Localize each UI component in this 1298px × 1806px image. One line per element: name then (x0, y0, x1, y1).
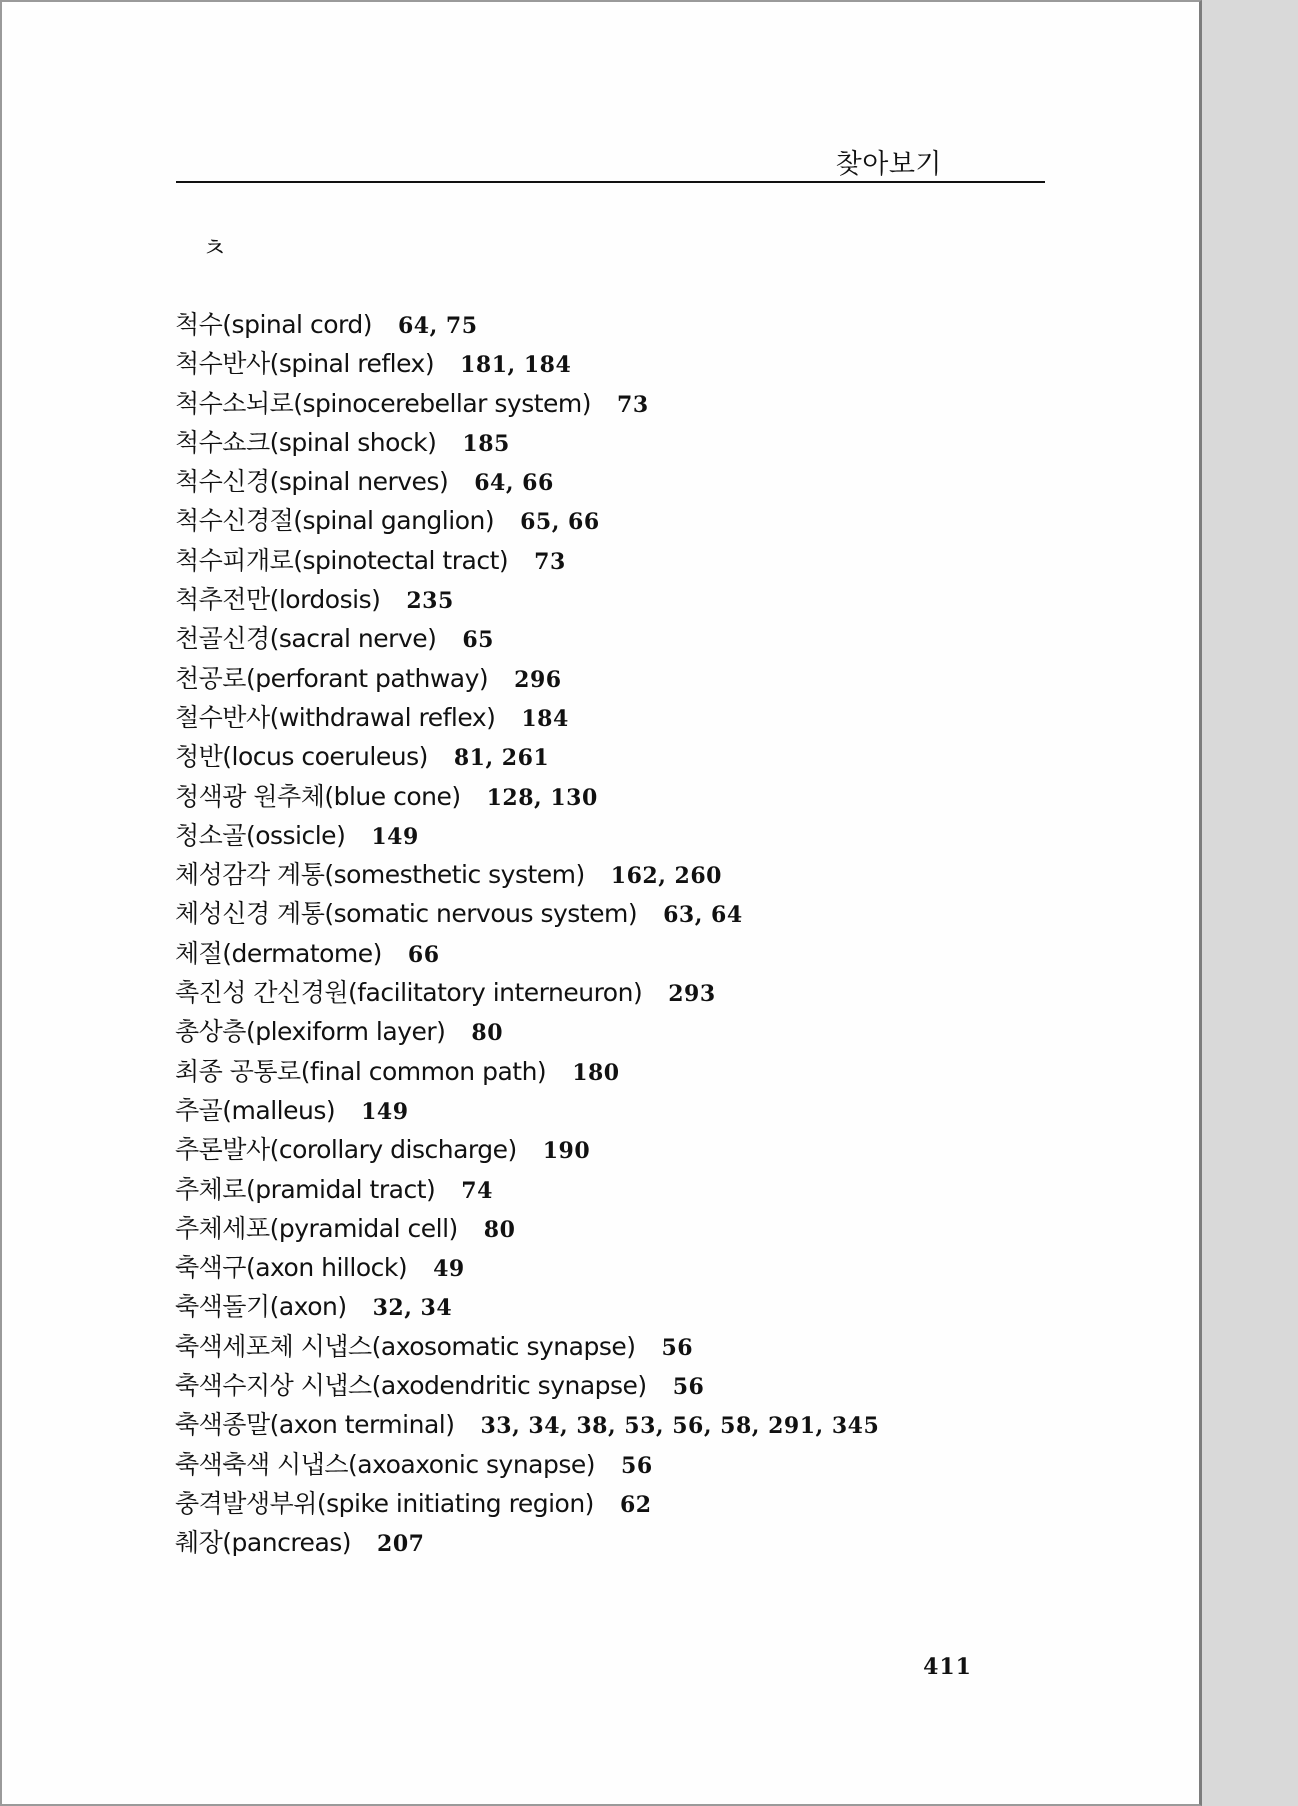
entry-pages: 33, 34, 38, 53, 56, 58, 291, 345 (480, 1413, 880, 1440)
index-entry (175, 1523, 879, 1562)
entry-pages: 296 (514, 666, 562, 693)
index-entry (175, 423, 879, 462)
index-entry (175, 462, 879, 501)
index-entry (175, 1248, 879, 1287)
entry-pages: 80 (471, 1020, 504, 1047)
index-entry (175, 698, 879, 737)
entry-term: 천골신경(sacral nerve) (175, 624, 437, 654)
entry-term: 최종 공통로(final common path) (175, 1056, 547, 1086)
entry-term: 철수반사(withdrawal reflex) (175, 702, 496, 732)
index-entry (175, 894, 879, 933)
index-entry (175, 1287, 879, 1326)
entry-pages: 65 (462, 627, 494, 654)
entry-term: 척수소뇌로(spinocerebellar system) (175, 388, 592, 418)
entry-pages: 293 (668, 981, 716, 1008)
entry-pages: 149 (371, 823, 419, 850)
entry-pages: 66 (407, 941, 440, 968)
entry-pages: 64, 75 (397, 313, 478, 339)
index-entry (175, 659, 879, 698)
entry-term: 청색광 원추체(blue cone) (175, 781, 461, 811)
index-entry (175, 1366, 879, 1405)
entry-term: 척수피개로(spinotectal tract) (175, 545, 509, 575)
entry-term: 추체로(pramidal tract) (175, 1174, 436, 1204)
entry-pages: 207 (377, 1531, 425, 1558)
index-entries (175, 305, 879, 1563)
entry-term: 척수쇼크(spinal shock) (175, 427, 437, 457)
entry-pages: 185 (462, 430, 510, 457)
entry-pages: 73 (617, 391, 649, 418)
entry-term: 축색종말(axon terminal) (175, 1410, 455, 1440)
index-entry (175, 816, 879, 855)
entry-term: 축색돌기(axon) (175, 1292, 347, 1322)
index-entry (175, 580, 879, 619)
index-entry (175, 1130, 879, 1169)
index-entry (175, 305, 879, 344)
index-entry (175, 344, 879, 383)
entry-term: 체절(dermatome) (175, 938, 382, 968)
entry-term: 척수반사(spinal reflex) (175, 349, 435, 379)
entry-term: 천공로(perforant pathway) (175, 663, 489, 693)
index-entry (175, 1209, 879, 1248)
entry-term: 총상층(plexiform layer) (175, 1017, 446, 1047)
index-entry (175, 619, 879, 658)
index-entry (175, 1052, 879, 1091)
entry-term: 축색구(axon hillock) (175, 1253, 408, 1283)
index-entry (175, 777, 879, 816)
entry-term: 추체세포(pyramidal cell) (175, 1213, 458, 1243)
index-entry (175, 1012, 879, 1051)
index-entry (175, 1170, 879, 1209)
running-head: 찾아보기 (835, 149, 942, 180)
entry-term: 청반(locus coeruleus) (175, 742, 428, 772)
index-entry (175, 541, 879, 580)
entry-term: 촉진성 간신경원(facilitatory interneuron) (175, 978, 643, 1008)
entry-pages: 56 (672, 1374, 705, 1401)
entry-pages: 74 (461, 1177, 493, 1204)
section-letter: ㅊ (202, 234, 228, 264)
entry-term: 축색축색 시냅스(axoaxonic synapse) (175, 1449, 596, 1479)
entry-pages: 184 (521, 705, 569, 732)
entry-pages: 64, 66 (474, 470, 554, 497)
index-entry (175, 737, 879, 776)
entry-pages: 81, 261 (453, 745, 550, 772)
entry-pages: 32, 34 (372, 1295, 453, 1322)
header-rule (176, 181, 1045, 183)
index-entry (175, 973, 879, 1012)
entry-pages: 62 (619, 1491, 652, 1518)
entry-term: 체성감각 계통(somesthetic system) (175, 860, 585, 890)
entry-term: 추골(malleus) (175, 1095, 336, 1125)
index-entry (175, 855, 879, 894)
entry-term: 척추전만(lordosis) (175, 585, 381, 615)
entry-term: 췌장(pancreas) (175, 1528, 352, 1558)
entry-pages: 128, 130 (486, 784, 598, 811)
entry-term: 척수(spinal cord) (175, 310, 372, 339)
entry-pages: 49 (433, 1256, 465, 1283)
entry-pages: 235 (406, 588, 454, 615)
entry-pages: 73 (534, 548, 566, 575)
entry-pages: 56 (621, 1452, 653, 1479)
entry-term: 체성신경 계통(somatic nervous system) (175, 899, 638, 929)
entry-pages: 180 (572, 1059, 620, 1086)
page-number: 411 (923, 1654, 972, 1680)
entry-term: 축색수지상 시냅스(axodendritic synapse) (175, 1371, 647, 1401)
entry-term: 척수신경절(spinal ganglion) (175, 506, 495, 536)
entry-pages: 56 (661, 1334, 694, 1361)
entry-term: 추론발사(corollary discharge) (175, 1135, 517, 1165)
entry-term: 척수신경(spinal nerves) (175, 467, 449, 497)
entry-pages: 162, 260 (610, 863, 722, 890)
index-entry (175, 1445, 879, 1484)
index-entry (175, 1405, 879, 1444)
entry-pages: 181, 184 (460, 352, 572, 379)
index-entry (175, 1091, 879, 1130)
entry-pages: 65, 66 (520, 509, 600, 536)
entry-pages: 80 (483, 1216, 516, 1243)
entry-pages: 190 (542, 1138, 591, 1165)
entry-pages: 149 (361, 1098, 409, 1125)
viewer-background (1202, 0, 1298, 1806)
index-entry (175, 384, 879, 423)
entry-term: 축색세포체 시냅스(axosomatic synapse) (175, 1331, 636, 1361)
entry-term: 충격발생부위(spike initiating region) (175, 1488, 594, 1518)
index-entry (175, 1327, 879, 1366)
index-entry (175, 934, 879, 973)
index-entry (175, 501, 879, 540)
index-entry (175, 1484, 879, 1523)
entry-term: 청소골(ossicle) (175, 820, 346, 850)
entry-pages: 63, 64 (663, 902, 743, 929)
